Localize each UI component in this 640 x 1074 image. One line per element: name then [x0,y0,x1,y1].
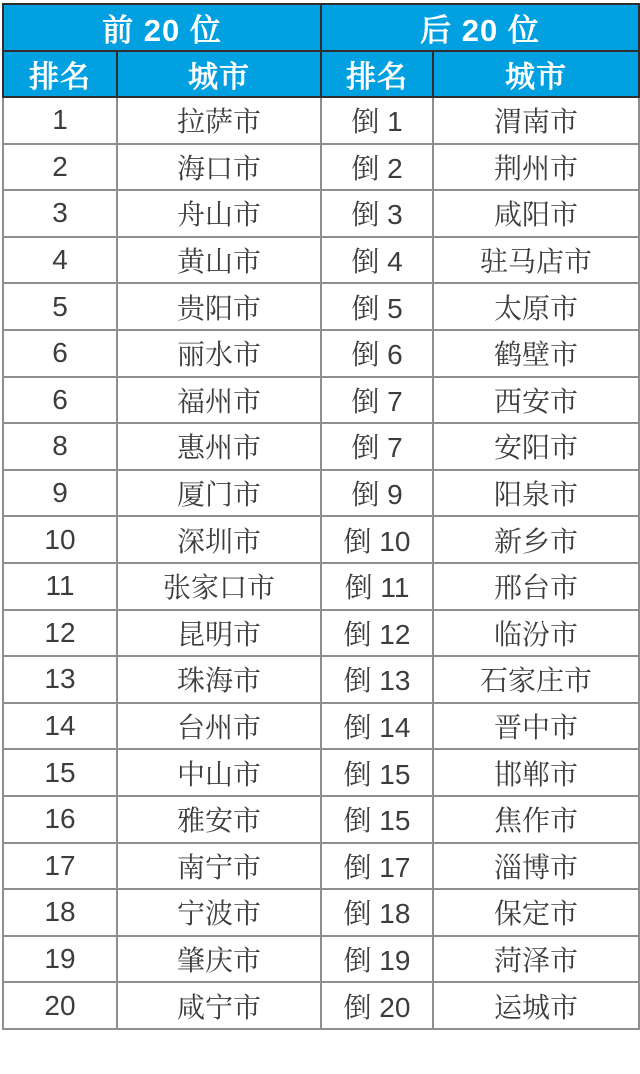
city-top-cell: 贵阳市 [117,283,321,330]
city-top-cell: 肇庆市 [117,936,321,983]
rank-bottom-cell: 倒 7 [321,377,433,424]
table-row [3,470,639,517]
rank-bottom-cell: 倒 10 [321,516,433,563]
rank-bottom-cell: 倒 14 [321,703,433,750]
city-bottom-cell: 保定市 [433,889,639,936]
city-top-cell: 南宁市 [117,843,321,890]
rank-top-cell: 8 [3,423,117,470]
city-ranking-table [2,3,640,1030]
column-header-row [3,51,639,97]
city-bottom-cell: 安阳市 [433,423,639,470]
city-bottom-cell: 邢台市 [433,563,639,610]
rank-top-cell: 19 [3,936,117,983]
column-header-rank-bottom: 排名 [321,51,433,97]
ranking-rows [3,97,639,1029]
rank-bottom-cell: 倒 15 [321,796,433,843]
city-bottom-cell: 鹤壁市 [433,330,639,377]
rank-bottom-cell: 倒 19 [321,936,433,983]
city-bottom-cell: 石家庄市 [433,656,639,703]
table-row [3,423,639,470]
city-top-cell: 珠海市 [117,656,321,703]
rank-top-cell: 6 [3,330,117,377]
city-top-cell: 福州市 [117,377,321,424]
city-top-cell: 海口市 [117,144,321,191]
rank-top-cell: 11 [3,563,117,610]
rank-bottom-cell: 倒 1 [321,97,433,144]
rank-bottom-cell: 倒 11 [321,563,433,610]
rank-top-cell: 10 [3,516,117,563]
city-top-cell: 深圳市 [117,516,321,563]
group-header-bottom20: 后 20 位 [321,4,639,51]
city-bottom-cell: 渭南市 [433,97,639,144]
rank-top-cell: 3 [3,190,117,237]
rank-bottom-cell: 倒 5 [321,283,433,330]
rank-top-cell: 20 [3,982,117,1029]
city-top-cell: 舟山市 [117,190,321,237]
table-row [3,656,639,703]
rank-bottom-cell: 倒 17 [321,843,433,890]
rank-top-cell: 1 [3,97,117,144]
city-top-cell: 咸宁市 [117,982,321,1029]
table-row [3,283,639,330]
column-header-rank-top: 排名 [3,51,117,97]
city-bottom-cell: 运城市 [433,982,639,1029]
table-row [3,377,639,424]
city-top-cell: 惠州市 [117,423,321,470]
city-bottom-cell: 邯郸市 [433,749,639,796]
rank-top-cell: 6 [3,377,117,424]
table-row [3,749,639,796]
city-top-cell: 宁波市 [117,889,321,936]
table-row [3,889,639,936]
table-row [3,516,639,563]
city-top-cell: 黄山市 [117,237,321,284]
table-row [3,796,639,843]
rank-bottom-cell: 倒 6 [321,330,433,377]
table-row [3,237,639,284]
rank-bottom-cell: 倒 9 [321,470,433,517]
city-top-cell: 丽水市 [117,330,321,377]
table-row [3,936,639,983]
rank-top-cell: 9 [3,470,117,517]
city-bottom-cell: 新乡市 [433,516,639,563]
city-bottom-cell: 菏泽市 [433,936,639,983]
table-row [3,982,639,1029]
group-header-top20: 前 20 位 [3,4,321,51]
city-bottom-cell: 焦作市 [433,796,639,843]
city-top-cell: 厦门市 [117,470,321,517]
rank-bottom-cell: 倒 12 [321,610,433,657]
table-row [3,843,639,890]
city-top-cell: 台州市 [117,703,321,750]
table-row [3,97,639,144]
city-bottom-cell: 驻马店市 [433,237,639,284]
rank-bottom-cell: 倒 7 [321,423,433,470]
rank-bottom-cell: 倒 15 [321,749,433,796]
column-header-city-bottom: 城市 [433,51,639,97]
city-top-cell: 张家口市 [117,563,321,610]
city-bottom-cell: 荆州市 [433,144,639,191]
rank-top-cell: 14 [3,703,117,750]
group-header-row [3,4,639,51]
rank-bottom-cell: 倒 3 [321,190,433,237]
city-bottom-cell: 咸阳市 [433,190,639,237]
city-bottom-cell: 淄博市 [433,843,639,890]
rank-top-cell: 17 [3,843,117,890]
rank-top-cell: 5 [3,283,117,330]
rank-top-cell: 12 [3,610,117,657]
city-bottom-cell: 西安市 [433,377,639,424]
table-row [3,703,639,750]
table-row [3,190,639,237]
city-top-cell: 昆明市 [117,610,321,657]
rank-bottom-cell: 倒 4 [321,237,433,284]
rank-top-cell: 4 [3,237,117,284]
city-top-cell: 拉萨市 [117,97,321,144]
rank-bottom-cell: 倒 18 [321,889,433,936]
rank-bottom-cell: 倒 13 [321,656,433,703]
city-bottom-cell: 晋中市 [433,703,639,750]
rank-top-cell: 18 [3,889,117,936]
column-header-city-top: 城市 [117,51,321,97]
rank-top-cell: 2 [3,144,117,191]
rank-bottom-cell: 倒 2 [321,144,433,191]
table-row [3,144,639,191]
table-row [3,563,639,610]
rank-top-cell: 15 [3,749,117,796]
rank-top-cell: 13 [3,656,117,703]
rank-bottom-cell: 倒 20 [321,982,433,1029]
city-bottom-cell: 临汾市 [433,610,639,657]
city-bottom-cell: 太原市 [433,283,639,330]
table-row [3,610,639,657]
city-top-cell: 雅安市 [117,796,321,843]
city-top-cell: 中山市 [117,749,321,796]
table-row [3,330,639,377]
rank-top-cell: 16 [3,796,117,843]
city-bottom-cell: 阳泉市 [433,470,639,517]
